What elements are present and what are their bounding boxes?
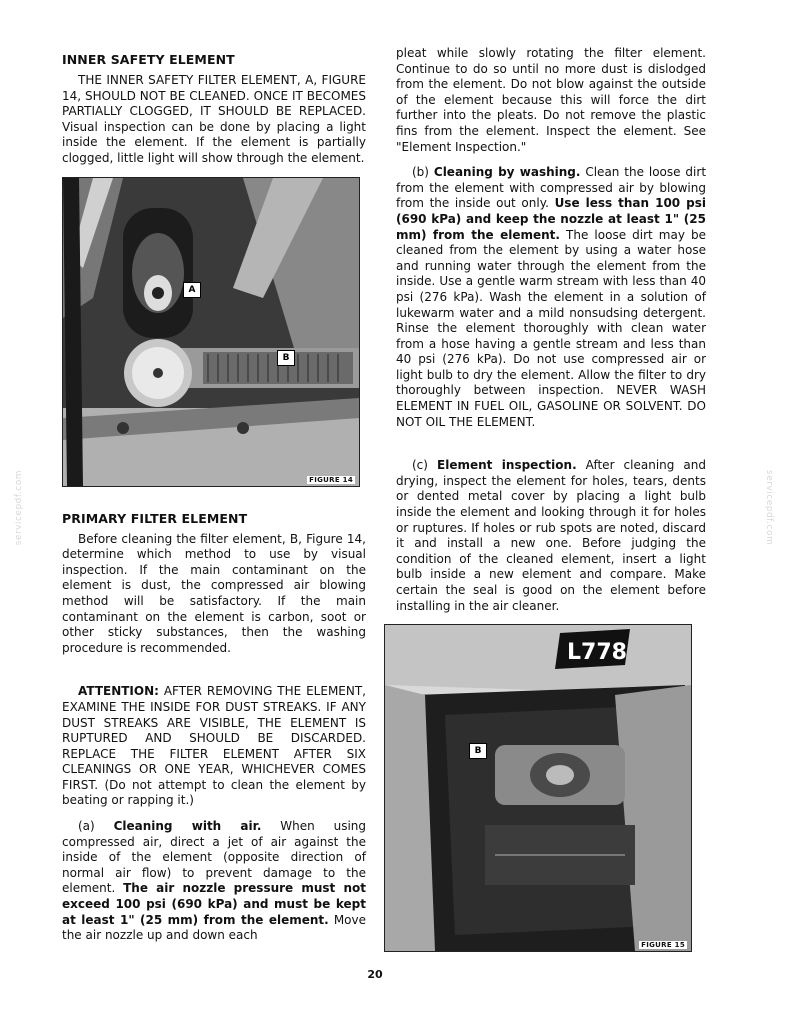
figure-14-caption: FIGURE 14	[309, 475, 353, 484]
cleaning-washing-paragraph	[396, 165, 706, 430]
cleaning-air-warning: The air nozzle pressure must not exceed 100 psi (690 kPa) and must be kept at least 1" (25 mm) from the element.	[62, 881, 366, 927]
figure-15-caption: FIGURE 15	[641, 941, 685, 950]
figure-15-photo	[385, 625, 691, 951]
watermark-right: servicepdf.com	[764, 470, 774, 546]
inner-safety-heading: INNER SAFETY ELEMENT	[62, 52, 235, 67]
left-column	[62, 46, 366, 944]
element-inspection-prefix: (c)	[412, 458, 438, 473]
figure-14-label-b: B	[277, 350, 295, 366]
element-inspection-text: After cleaning and drying, inspect the element for holes, tears, dents or dented metal cover by placing a light bulb inside the element and looking through it for holes or ruptures. If holes or rub spots are noted, discard it and install a new one. Before judging the condition of the cleaned element, insert a light bulb inside a new element and compare. Make certain the seal is good on the element before installing in the air cleaner.	[396, 458, 707, 613]
cleaning-washing-prefix: (b)	[412, 165, 434, 180]
cleaning-air-text-1: When using compressed air, direct a jet of air against the inside of the element (opposite direction of normal air flow) to prevent damage to the element.	[62, 819, 366, 896]
cleaning-washing-text-2: The loose dirt may be cleaned from the element by using a water hose and running water through the element from the inside. Use a gentle warm stream with less than 40 psi (276 kPa). Wash the element in a solution of lukewarm water and a mild nonsudsing detergent. Rinse the element thoroughly with clean water from a hose having a gentle stream and less than 40 psi (276 kPa). Do not use compressed air or light bulb to dry the element. Allow the filter to dry thoroughly between inspection. NEVER WASH ELEMENT IN FUEL OIL, GASOLINE OR SOLVENT. DO NOT OIL THE ELEMENT.	[396, 227, 707, 429]
element-inspection-title: Element inspection.	[437, 458, 577, 473]
continued-paragraph: pleat while slowly rotating the filter element. Continue to do so until no more dust is dislodged from the element. Do not blow against the outside of the element because this will force the dirt further into the pleats. Do not remove the plastic fins from the element. Inspect the element. See "Element Inspection."	[396, 46, 706, 154]
attention-text: AFTER REMOVING THE ELEMENT, EXAMINE THE INSIDE FOR DUST STREAKS. IF ANY DUST STREAKS ARE VISIBLE, THE ELEMENT IS RUPTURED AND SHOULD BE DISCARDED. REPLACE THE FILTER ELEMENT AFTER SIX CLEANINGS OR ONE YEAR, WHICHEVER COMES FIRST. (Do not attempt to clean the element by beating or rapping it.)	[62, 684, 366, 808]
cleaning-air-title: Cleaning with air.	[113, 819, 262, 834]
cleaning-washing-title: Cleaning by washing.	[433, 165, 581, 180]
element-inspection-paragraph	[396, 458, 706, 614]
attention-label: ATTENTION:	[78, 684, 159, 699]
inner-safety-paragraph: THE INNER SAFETY FILTER ELEMENT, A, FIGURE 14, SHOULD NOT BE CLEANED. ONCE IT BECOMES PARTIALLY CLOGGED, IT SHOULD BE REPLACED. Visual inspection can be done by placing a light inside the element. If the element is partially clogged, little light will show through the element.	[62, 73, 366, 165]
figure-15	[384, 624, 692, 952]
figure-14-label-a: A	[183, 282, 201, 298]
watermark-left: servicepdf.com	[14, 470, 24, 546]
right-column	[396, 46, 706, 952]
attention-paragraph	[62, 684, 366, 809]
figure-15-model-plate: L778	[567, 640, 627, 666]
page-number: 20	[367, 968, 383, 981]
cleaning-washing-warning: Use less than 100 psi (690 kPa) and keep the nozzle at least 1" (25 mm) from the element.	[396, 196, 707, 242]
cleaning-air-text-2: Move the air nozzle up and down each	[62, 912, 366, 943]
primary-filter-heading: PRIMARY FILTER ELEMENT	[62, 510, 248, 526]
primary-filter-paragraph: Before cleaning the filter element, B, Figure 14, determine which method to use by visual inspection. If the main contaminant on the element is dust, the compressed air blowing method will be satisfactory. If the main contaminant on the element is carbon, soot or other sticky substances, then the washing procedure is recommended.	[62, 531, 366, 655]
cleaning-air-paragraph	[62, 819, 366, 944]
cleaning-air-prefix: (a)	[78, 819, 114, 834]
figure-14	[62, 177, 360, 487]
cleaning-washing-text-1: Clean the loose dirt from the element with compressed air by blowing from the inside out only.	[396, 165, 707, 211]
figure-14-photo	[63, 178, 359, 486]
figure-15-label-b: B	[469, 743, 487, 759]
